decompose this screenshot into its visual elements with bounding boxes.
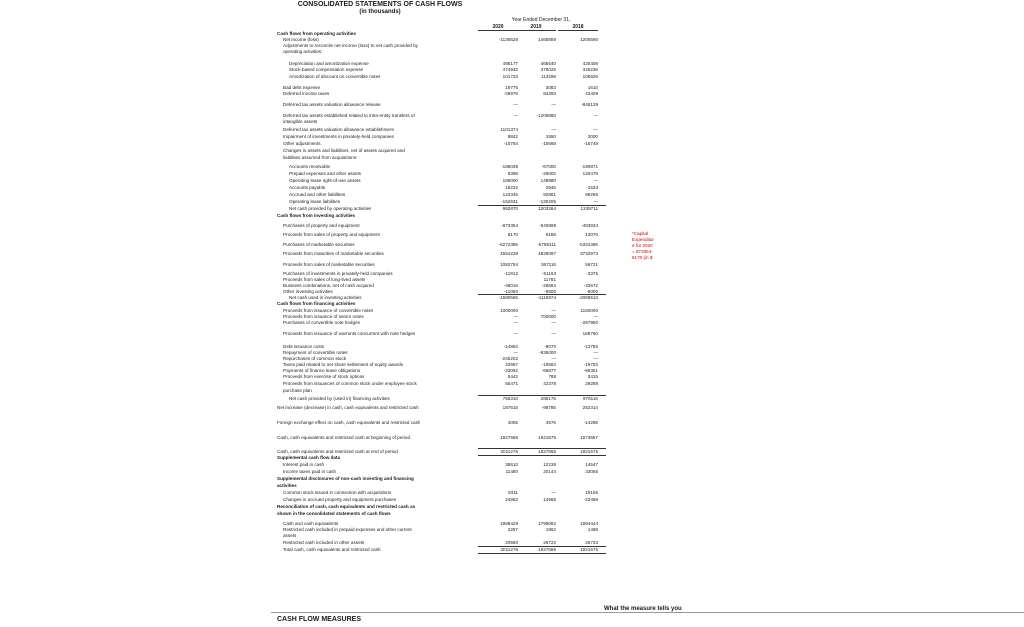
row-value-2018: 33055 — [585, 469, 598, 474]
row-value-2020: 1101374 — [500, 127, 518, 132]
row-value-2020: 8170 — [507, 232, 518, 237]
total-double-rule — [478, 553, 606, 554]
row-value-2018: 1673657 — [580, 435, 598, 440]
row-value-2020: 2287 — [507, 527, 518, 532]
table-row — [0, 381, 1024, 387]
table-row — [0, 127, 1024, 133]
row-value-2019: 92881 — [543, 192, 556, 197]
subtotal-rule — [478, 395, 606, 396]
subtotal-rule — [478, 294, 606, 295]
row-value-2020: 755310 — [502, 396, 518, 401]
row-label: Proceeds from issuances of common stock under employee stock — [283, 381, 417, 386]
row-label: Net income (loss) — [283, 37, 319, 42]
row-value-2018: 252314 — [582, 405, 598, 410]
row-value-2020: — — [513, 331, 518, 336]
capex-note — [632, 231, 670, 261]
row-label: Other investing activities — [283, 289, 333, 294]
row-value-2020: 992870 — [502, 206, 518, 211]
table-row — [0, 301, 1024, 307]
row-label: Repayment of convertible notes — [283, 350, 348, 355]
row-value-2019: — — [551, 320, 556, 325]
row-label: Proceeds from issuance of convertible notes — [283, 308, 374, 313]
statement-units: (in thousands) — [359, 9, 401, 15]
row-value-2018: -267950 — [581, 320, 598, 325]
row-value-2019: — — [551, 308, 556, 313]
table-row — [0, 405, 1024, 411]
row-label: Purchases of investments in privately-held companies — [283, 271, 393, 276]
row-label: Proceeds from exercise of stock options — [283, 374, 365, 379]
row-value-2018: 1498 — [587, 527, 598, 532]
year-column-2019: 2019 — [516, 24, 556, 31]
row-label: Proceeds from sales of long-lived assets — [283, 277, 366, 282]
row-label: Repurchases of common stock — [283, 356, 347, 361]
table-row — [0, 178, 1024, 184]
row-value-2019: 4828097 — [538, 251, 556, 256]
row-value-2019: 3083 — [545, 85, 556, 90]
row-value-2019: 1827666 — [538, 547, 556, 552]
table-row — [0, 192, 1024, 198]
row-value-2020: -14862 — [503, 344, 518, 349]
table-row — [0, 462, 1024, 468]
table-row — [0, 251, 1024, 257]
table-row — [0, 497, 1024, 503]
table-row — [0, 476, 1024, 482]
row-label: Total cash, cash equivalents and restricted cash — [283, 547, 381, 552]
row-value-2018: — — [593, 127, 598, 132]
row-label: Foreign exchange effect on cash, cash equivalents and restricted cash — [277, 420, 421, 425]
row-value-2019: 1799082 — [538, 521, 556, 526]
capex-note-line: e for 2020 — [632, 243, 653, 248]
row-value-2020: — — [513, 320, 518, 325]
row-value-2018: -3375 — [586, 271, 598, 276]
table-row — [0, 331, 1024, 337]
row-value-2019: -51163 — [542, 271, 556, 276]
row-value-2020: 101733 — [502, 74, 518, 79]
row-value-2018: 56721 — [585, 262, 598, 267]
row-value-2018: — — [593, 350, 598, 355]
row-label: Prepaid expenses and other assets — [289, 171, 362, 176]
row-value-2019: 6158 — [545, 232, 556, 237]
row-label: Adjustments to reconcile net income (loss) to net cash provided by — [283, 43, 419, 48]
table-row — [0, 206, 1024, 212]
table-row — [0, 490, 1024, 496]
row-value-2019: -5798111 — [537, 242, 556, 247]
row-value-2019: 1303364 — [538, 206, 556, 211]
row-label: Deferred income taxes — [283, 91, 330, 96]
row-value-2018: 3415 — [587, 374, 598, 379]
row-label: Income taxes paid in cash — [283, 469, 337, 474]
row-value-2020: 1000000 — [500, 308, 518, 313]
row-label: Net cash provided by (used in) financing activities — [289, 396, 390, 401]
section-divider — [271, 612, 1024, 613]
row-value-2020: -11050 — [504, 289, 518, 294]
row-label: Impairment of investments in privately-held companies — [283, 134, 394, 139]
row-value-2018: 14547 — [585, 462, 598, 467]
table-row — [0, 511, 1024, 517]
row-label: Depreciation and amortization expense — [289, 61, 369, 66]
row-value-2020: 11480 — [505, 469, 518, 474]
row-value-2019: -67000 — [541, 164, 556, 169]
row-label: Purchases of convertible note hedges — [283, 320, 360, 325]
capex-note-line: Expenditur — [632, 237, 654, 242]
table-row — [0, 148, 1024, 154]
row-value-2018: -190871 — [581, 164, 598, 169]
row-value-2019: 378025 — [540, 67, 556, 72]
table-row — [0, 49, 1024, 55]
row-label: Debt issuance costs — [283, 344, 325, 349]
row-value-2020: 4554238 — [500, 251, 518, 256]
row-value-2018: — — [593, 314, 598, 319]
row-value-2020: 187615 — [502, 405, 518, 410]
row-label: Operating lease right-of-use assets — [289, 178, 361, 183]
row-value-2019: -540888 — [539, 223, 556, 228]
row-value-2018: 186760 — [582, 331, 598, 336]
row-label: intangible assets — [283, 119, 318, 124]
row-label: Cash, cash equivalents and restricted cash at end of period — [277, 449, 398, 454]
row-label: Restricted cash included in prepaid expenses and other current — [283, 527, 412, 532]
row-value-2019: — — [551, 102, 556, 107]
row-value-2018: 106926 — [582, 74, 598, 79]
subtotal-rule — [478, 546, 606, 547]
row-value-2018: 29288 — [585, 381, 598, 386]
row-value-2020: -1580565 — [498, 295, 518, 300]
row-value-2019: 113298 — [541, 74, 556, 79]
row-value-2018: 13070 — [585, 232, 598, 237]
row-value-2018: — — [593, 113, 598, 118]
row-value-2018: 3732973 — [580, 251, 598, 256]
row-value-2020: — — [513, 113, 518, 118]
row-label: Reconciliation of cash, cash equivalents and restricted cash as — [277, 504, 416, 509]
row-value-2018: 425408 — [582, 61, 598, 66]
row-value-2019: -1206880 — [536, 113, 556, 118]
row-value-2020: -23062 — [503, 368, 518, 373]
row-label: Accrued and other liabilities — [289, 192, 346, 197]
row-value-2020: — — [513, 102, 518, 107]
row-label: Deferred tax assets valuation allowance establishment — [283, 127, 394, 132]
table-row — [0, 141, 1024, 147]
row-value-2018: -13783 — [583, 344, 598, 349]
row-label: Amortization of discount on convertible notes — [289, 74, 381, 79]
table-row — [0, 483, 1024, 489]
row-value-2020: 55471 — [505, 381, 518, 386]
row-value-2020: 189000 — [502, 178, 518, 183]
row-value-2019: — — [551, 490, 556, 495]
row-value-2020: 474932 — [502, 67, 518, 72]
row-value-2019: 367116 — [541, 262, 556, 267]
row-value-2020: 22687 — [505, 362, 518, 367]
row-value-2019: 11781 — [543, 277, 556, 282]
row-label: Cash, cash equivalents and restricted cash at beginning of period — [277, 435, 411, 440]
row-value-2020: -152631 — [501, 199, 518, 204]
row-value-2018: 98256 — [585, 192, 598, 197]
row-label: Deferred tax assets valuation allowance release — [283, 102, 381, 107]
table-row — [0, 533, 1024, 539]
row-label: Operating lease liabilities — [289, 199, 341, 204]
row-value-2020: 8311 — [508, 490, 518, 495]
row-label: assets — [283, 533, 297, 538]
row-label: Other adjustments — [283, 141, 321, 146]
subtotal-rule — [478, 205, 606, 206]
row-value-2020: -36978 — [503, 91, 518, 96]
row-value-2019: 4576 — [545, 420, 556, 425]
row-value-2019: — — [551, 331, 556, 336]
row-value-2019: 2946 — [545, 185, 556, 190]
table-row — [0, 91, 1024, 97]
year-column-2018: 2018 — [558, 24, 598, 31]
row-value-2019: 42378 — [543, 381, 556, 386]
row-label: Proceeds from issuance of warrants concurrent with note hedges — [283, 331, 416, 336]
table-row — [0, 134, 1024, 140]
row-label: Common stock issued in connection with acquisitions — [283, 490, 392, 495]
row-label: Proceeds from issuance of senior notes — [283, 314, 364, 319]
table-row — [0, 102, 1024, 108]
row-value-2019: 700000 — [540, 314, 556, 319]
table-row — [0, 262, 1024, 268]
row-label: Proceeds from sales of property and equipment — [283, 232, 380, 237]
row-value-2020: 24882 — [505, 497, 518, 502]
row-value-2018: — — [593, 199, 598, 204]
row-value-2020: 38610 — [505, 462, 518, 467]
row-value-2018: 3000 — [587, 134, 598, 139]
row-value-2018: -15749 — [583, 141, 598, 146]
row-value-2020: 5442 — [507, 374, 518, 379]
subtotal-rule — [478, 448, 606, 449]
table-row — [0, 320, 1024, 326]
capex-note-line: 8170 (in $ — [632, 255, 653, 260]
row-value-2019: -29664 — [541, 283, 556, 288]
table-row — [0, 74, 1024, 80]
row-value-2019: — — [551, 127, 556, 132]
row-value-2018: -90351 — [583, 368, 598, 373]
row-value-2018: 1894444 — [580, 521, 598, 526]
row-value-2020: 1082754 — [500, 262, 518, 267]
row-label: Supplemental disclosures of non-cash investing and financing — [277, 476, 414, 481]
row-label: Cash flows from investing activities — [277, 213, 356, 218]
row-value-2019: -8070 — [544, 344, 556, 349]
row-value-2020: 6398 — [507, 171, 518, 176]
row-value-2020: 123345 — [502, 192, 518, 197]
row-value-2018: 43409 — [585, 91, 598, 96]
row-label: Proceeds from maturities of marketable securities — [283, 251, 384, 256]
row-label: Interest paid in cash — [283, 462, 325, 467]
row-value-2020: -188039 — [501, 164, 518, 169]
row-value-2019: 149880 — [540, 178, 556, 183]
row-value-2020: -10764 — [503, 141, 518, 146]
row-label: Proceeds from sales of marketable securities — [283, 262, 375, 267]
row-label: Bad debt expense — [283, 85, 321, 90]
row-label: Net cash provided by operating activities — [289, 206, 372, 211]
row-value-2018: -5334396 — [578, 242, 598, 247]
statement-title: CONSOLIDATED STATEMENTS OF CASH FLOWS — [297, 1, 463, 8]
row-value-2018: -845129 — [581, 102, 598, 107]
row-value-2020: — — [513, 350, 518, 355]
row-value-2018: 126478 — [582, 171, 598, 176]
row-label: Changes in accrued property and equipment purchases — [283, 497, 397, 502]
row-value-2018: 1921675 — [580, 449, 598, 454]
capex-note-line: *Capital — [632, 231, 649, 236]
table-row — [0, 374, 1024, 380]
row-value-2020: -245202 — [501, 356, 518, 361]
year-ended-header: Year Ended December 31, — [511, 17, 571, 23]
row-value-2019: — — [551, 356, 556, 361]
table-row — [0, 242, 1024, 248]
table-row — [0, 213, 1024, 219]
table-row — [0, 185, 1024, 191]
row-value-2019: 465540 — [540, 61, 556, 66]
row-label: Deferred tax assets established related to intra-entity transfers of — [283, 113, 415, 118]
row-value-2018: -14296 — [583, 420, 598, 425]
measure-column-heading: What the measure tells you — [604, 606, 682, 612]
row-value-2018: 1205590 — [580, 37, 598, 42]
row-value-2020: 2011276 — [500, 547, 518, 552]
row-value-2019: -1115974 — [537, 295, 556, 300]
row-value-2020: -11912 — [504, 271, 518, 276]
row-value-2018: 19155 — [585, 490, 598, 495]
row-value-2019: -66877 — [541, 368, 556, 373]
row-value-2019: 12236 — [543, 462, 556, 467]
row-value-2020: -1135628 — [498, 37, 518, 42]
row-label: Net cash used in investing activities — [289, 295, 362, 300]
table-row — [0, 388, 1024, 394]
row-value-2019: 1465859 — [538, 37, 556, 42]
row-value-2020: -873354 — [501, 223, 518, 228]
row-value-2019: -9500 — [544, 289, 556, 294]
row-value-2018: — — [593, 178, 598, 183]
row-value-2020: -6272385 — [498, 242, 518, 247]
row-value-2020: 18775 — [505, 85, 518, 90]
row-label: shown in the consolidated statements of cash flows — [277, 511, 391, 516]
row-value-2018: 1150000 — [580, 308, 598, 313]
table-row — [0, 396, 1024, 402]
row-label: Changes in assets and liabilities, net of assets acquired and — [283, 148, 405, 153]
row-label: Business combinations, net of cash acquired — [283, 283, 374, 288]
table-row — [0, 504, 1024, 510]
row-label: Purchases of marketable securities — [283, 242, 355, 247]
row-label: Stock-based compensation expense — [289, 67, 364, 72]
row-value-2019: 26722 — [543, 540, 556, 545]
row-label: purchase plan — [283, 388, 312, 393]
table-row — [0, 164, 1024, 170]
row-label: Payments of finance lease obligations — [283, 368, 361, 373]
table-row — [0, 155, 1024, 161]
row-label: activities — [277, 483, 297, 488]
row-value-2019: -98785 — [541, 405, 556, 410]
cash-flow-measures-heading: CASH FLOW MEASURES — [277, 616, 361, 623]
row-label: Restricted cash included in other assets — [283, 540, 365, 545]
row-value-2018: -2065513 — [578, 295, 598, 300]
capex-note-line: = 873354- — [632, 249, 653, 254]
table-row — [0, 469, 1024, 475]
row-value-2018: -23459 — [583, 497, 598, 502]
row-value-2018: -19753 — [583, 362, 598, 367]
row-label: Supplemental cash flow data — [277, 455, 341, 460]
row-label: Cash flows from financing activities — [277, 301, 356, 306]
row-value-2020: -48016 — [503, 283, 518, 288]
row-value-2019: -29002 — [541, 171, 556, 176]
row-value-2019: -130206 — [539, 199, 556, 204]
table-row — [0, 420, 1024, 426]
row-value-2018: — — [593, 356, 598, 361]
row-label: Accounts payable — [289, 185, 326, 190]
row-value-2019: -10668 — [541, 141, 556, 146]
row-value-2020: 4005 — [507, 420, 518, 425]
row-value-2020: 1988429 — [500, 521, 518, 526]
row-value-2018: 1610 — [587, 85, 598, 90]
row-value-2019: 286175 — [540, 396, 556, 401]
table-row — [0, 435, 1024, 441]
row-value-2019: -19584 — [541, 362, 556, 367]
row-value-2019: -935000 — [539, 350, 556, 355]
total-double-rule — [478, 455, 606, 456]
row-value-2018: -1533 — [586, 185, 598, 190]
row-value-2020: 18232 — [505, 185, 518, 190]
row-value-2020: 20560 — [505, 540, 518, 545]
row-label: operating activities: — [283, 49, 323, 54]
table-row — [0, 223, 1024, 229]
row-value-2020: 2011276 — [500, 449, 518, 454]
row-label: Taxes paid related to net share settlement of equity awards — [283, 362, 404, 367]
year-column-2020: 2020 — [478, 24, 518, 31]
row-value-2018: 1921675 — [580, 547, 598, 552]
row-label: Cash flows from operating activities — [277, 31, 356, 36]
row-value-2019: 84360 — [543, 91, 556, 96]
row-value-2018: 1339711 — [580, 206, 598, 211]
row-value-2019: 20144 — [543, 469, 556, 474]
table-row — [0, 119, 1024, 125]
row-value-2018: 978116 — [583, 396, 598, 401]
row-value-2020: 1827666 — [500, 435, 518, 440]
row-value-2018: 326236 — [582, 67, 598, 72]
table-row — [0, 232, 1024, 238]
row-value-2018: -483934 — [581, 223, 598, 228]
row-value-2019: 788 — [548, 374, 556, 379]
row-value-2020: 9842 — [507, 134, 518, 139]
row-value-2019: 14985 — [543, 497, 556, 502]
table-row — [0, 171, 1024, 177]
row-value-2020: 495177 — [502, 61, 518, 66]
row-label: liabilities assumed from acquisitions: — [283, 155, 358, 160]
row-label: Cash and cash equivalents — [283, 521, 339, 526]
row-label: Purchases of property and equipment — [283, 223, 360, 228]
row-value-2019: 1862 — [545, 527, 556, 532]
row-value-2020: — — [513, 314, 518, 319]
table-row — [0, 67, 1024, 73]
row-value-2019: 1550 — [545, 134, 556, 139]
row-value-2018: -5000 — [586, 289, 598, 294]
row-label: Accounts receivable — [289, 164, 331, 169]
row-value-2018: -33572 — [583, 283, 598, 288]
row-label: Net increase (decrease) in cash, cash equivalents and restricted cash — [277, 405, 419, 410]
row-value-2019: 1921675 — [538, 435, 556, 440]
row-value-2018: 25733 — [585, 540, 598, 545]
row-value-2019: 1827666 — [538, 449, 556, 454]
